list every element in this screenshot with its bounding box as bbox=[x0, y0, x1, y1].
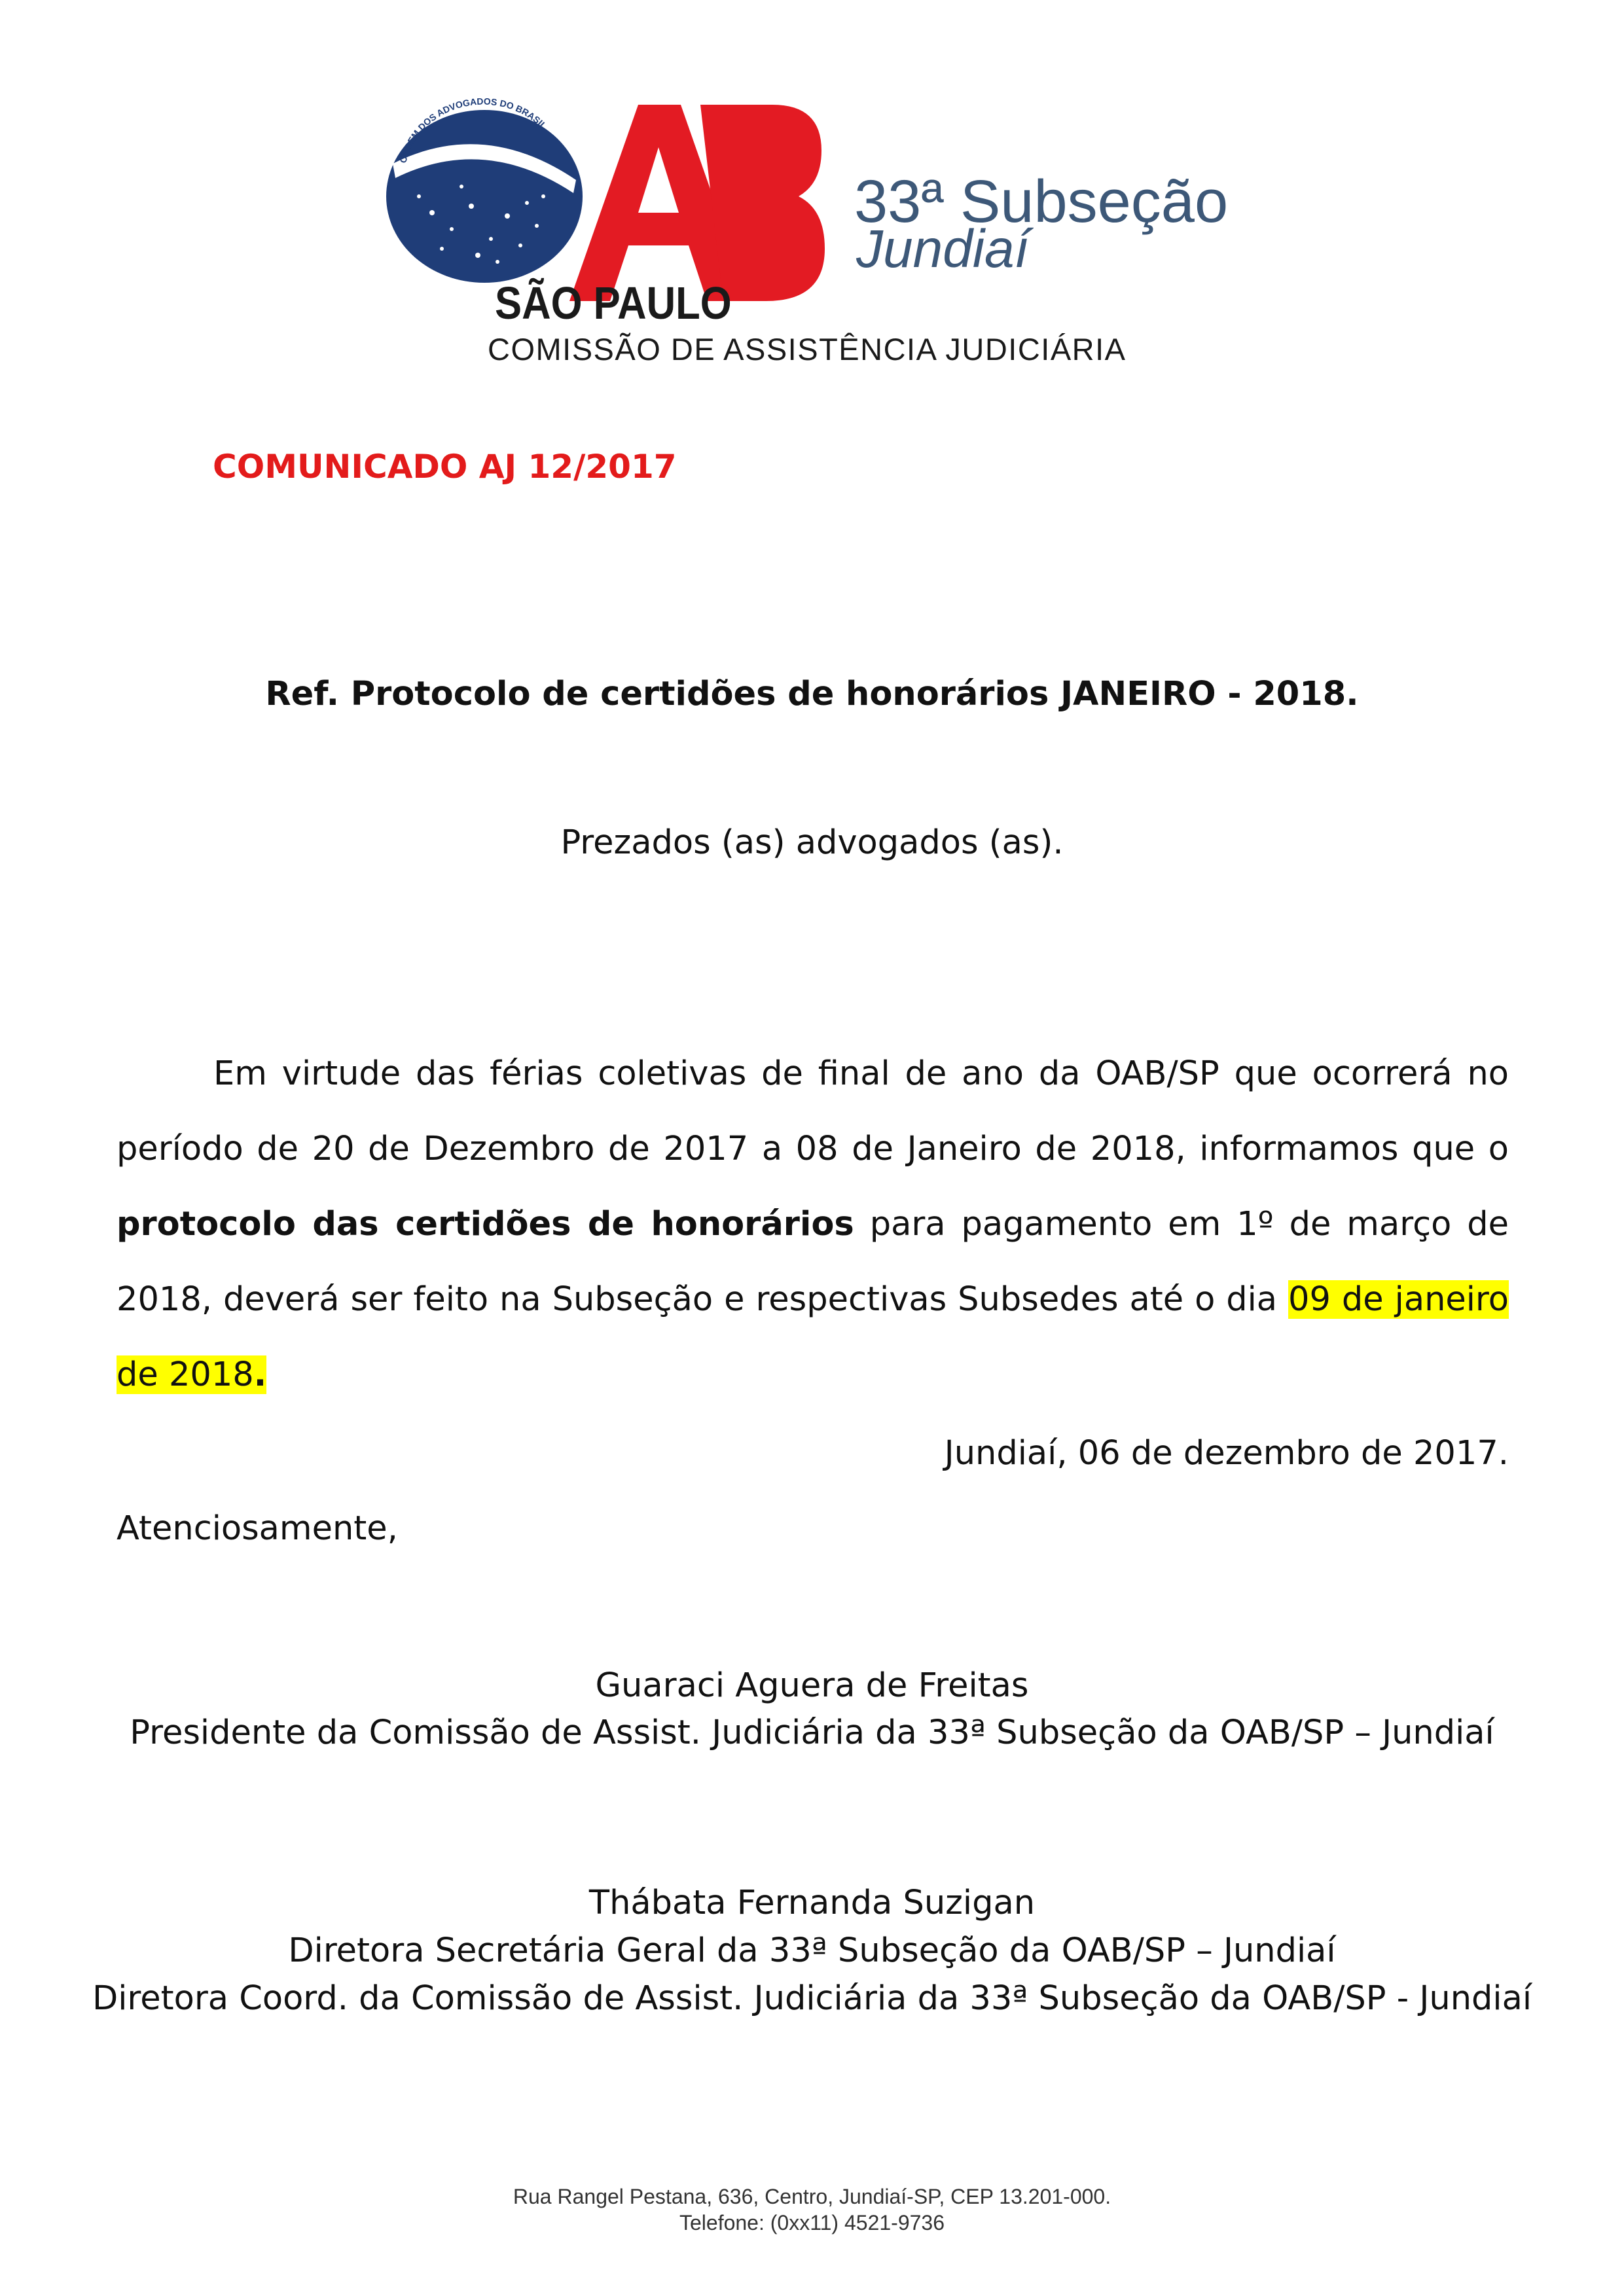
commission-label: COMISSÃO DE ASSISTÊNCIA JUDICIÁRIA bbox=[488, 332, 1127, 367]
seal-icon bbox=[386, 98, 583, 283]
closing: Atenciosamente, bbox=[117, 1509, 398, 1548]
city-subtitle: Jundiaí bbox=[856, 219, 1030, 279]
highlighted-deadline: 09 de janeiro de 2018 bbox=[117, 1280, 1509, 1394]
greeting: Prezados (as) advogados (as). bbox=[560, 823, 1064, 862]
oab-logo bbox=[380, 98, 825, 308]
document-code: COMUNICADO AJ 12/2017 bbox=[213, 448, 677, 486]
body-text-part2: para pagamento em 1º de março de 2018, deverá ser feito na Subseção e respectivas Subsedes até o dia bbox=[117, 1205, 1509, 1319]
signatory-name: Guaraci Aguera de Freitas bbox=[595, 1666, 1029, 1705]
footer-address: Rua Rangel Pestana, 636, Centro, Jundiaí-SP, CEP 13.201-000. bbox=[513, 2185, 1111, 2208]
subsecao-title: 33ª Subseção bbox=[854, 168, 1229, 235]
footer-phone: Telefone: (0xx11) 4521-9736 bbox=[679, 2211, 945, 2234]
signatory-role: Presidente da Comissão de Assist. Judiciária da 33ª Subseção da OAB/SP – Jundiaí bbox=[130, 1713, 1494, 1752]
reference-line: Ref. Protocolo de certidões de honorários JANEIRO - 2018. bbox=[265, 675, 1359, 713]
body-paragraph bbox=[117, 1036, 1509, 1412]
highlighted-period: . bbox=[253, 1355, 267, 1394]
signatory-role: Diretora Coord. da Comissão de Assist. Judiciária da 33ª Subseção da OAB/SP - Jundiaí bbox=[92, 1979, 1532, 2018]
seal-text: ORDEM DOS ADVOGADOS DO BRASIL bbox=[397, 98, 549, 164]
state-label: SÃO PAULO bbox=[495, 278, 732, 329]
body-bold-text: protocolo das certidões de honorários bbox=[117, 1205, 854, 1244]
signatory-name: Thábata Fernanda Suzigan bbox=[588, 1884, 1036, 1922]
body-text-part1: Em virtude das férias coletivas de final de ano da OAB/SP que ocorrerá no período de 20 de Dezembro de 2017 a 08 de Janeiro de 2018, informamos que o bbox=[117, 1054, 1509, 1168]
signatory-role: Diretora Secretária Geral da 33ª Subseção da OAB/SP – Jundiaí bbox=[288, 1931, 1336, 1970]
date-line: Jundiaí, 06 de dezembro de 2017. bbox=[944, 1434, 1509, 1473]
